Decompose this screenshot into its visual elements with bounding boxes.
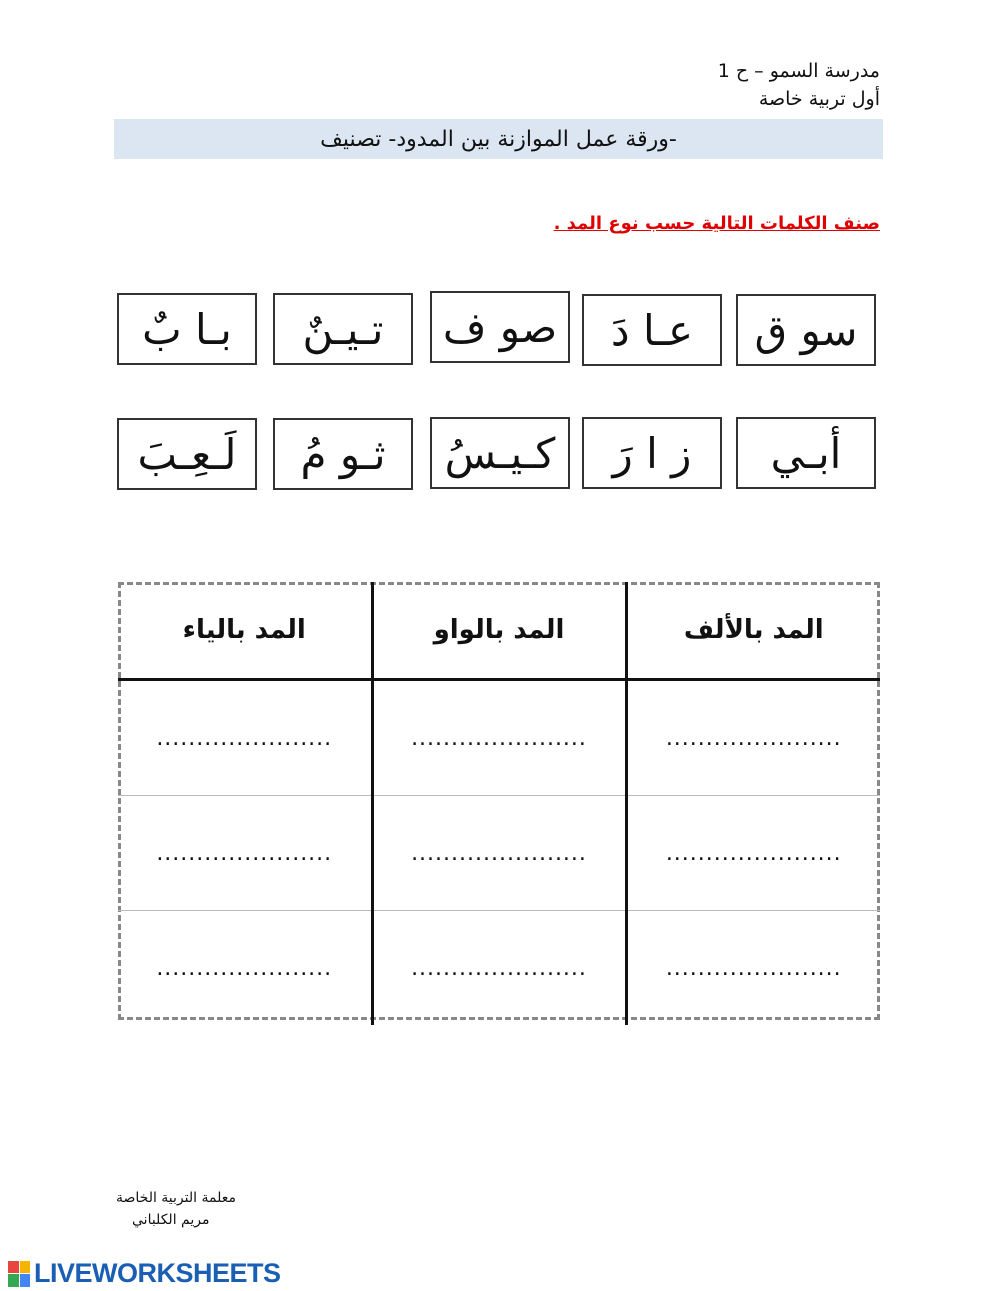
drop-slot[interactable]: ...................... xyxy=(372,680,626,796)
drop-slot[interactable]: ...................... xyxy=(626,796,880,911)
word-card[interactable]: كـيـسُ xyxy=(430,417,570,489)
drop-slot[interactable]: ...................... xyxy=(156,955,333,981)
grade-label: أول تربية خاصة xyxy=(758,88,880,110)
word-card[interactable]: عـا دَ xyxy=(582,294,722,366)
drop-slot[interactable]: ...................... xyxy=(372,911,626,1026)
drop-slot[interactable]: ...................... xyxy=(626,680,880,796)
header-ya: المد بالياء xyxy=(118,582,372,680)
word-card[interactable]: لَـعِـبَ xyxy=(117,418,257,490)
table-header-row xyxy=(118,582,880,680)
teacher-name: مريم الكلباني xyxy=(132,1212,210,1228)
header-alif: المد بالألف xyxy=(626,582,880,680)
drop-slot[interactable]: ...................... xyxy=(665,955,842,981)
word-card[interactable]: سو ق xyxy=(736,294,876,366)
word-card[interactable]: تـيـنٌ xyxy=(273,293,413,365)
worksheet-title-text: -ورقة عمل الموازنة بين المدود- تصنيف xyxy=(320,126,677,152)
word-card[interactable]: بـا بٌ xyxy=(117,293,257,365)
table-row xyxy=(118,796,880,911)
teacher-role: معلمة التربية الخاصة xyxy=(116,1190,236,1206)
word-card[interactable]: ثـو مُ xyxy=(273,418,413,490)
classification-table xyxy=(118,582,880,1025)
instruction-text: صنف الكلمات التالية حسب نوع المد . xyxy=(553,213,880,234)
table-row xyxy=(118,680,880,796)
school-name: مدرسة السمو – ح 1 xyxy=(717,60,880,82)
word-card[interactable]: ز ا رَ xyxy=(582,417,722,489)
drop-slot[interactable]: ...................... xyxy=(118,680,372,796)
worksheet-title xyxy=(114,119,883,159)
word-card[interactable]: أبـي xyxy=(736,417,876,489)
table-row xyxy=(118,911,880,1026)
brand-name: LIVEWORKSHEETS xyxy=(34,1258,281,1288)
drop-slot[interactable]: ...................... xyxy=(372,796,626,911)
liveworksheets-logo-icon xyxy=(8,1261,30,1287)
word-card[interactable]: صو ف xyxy=(430,291,570,363)
drop-slot[interactable]: ...................... xyxy=(118,796,372,911)
brand-footer[interactable] xyxy=(8,1258,281,1289)
header-waw: المد بالواو xyxy=(372,582,626,680)
